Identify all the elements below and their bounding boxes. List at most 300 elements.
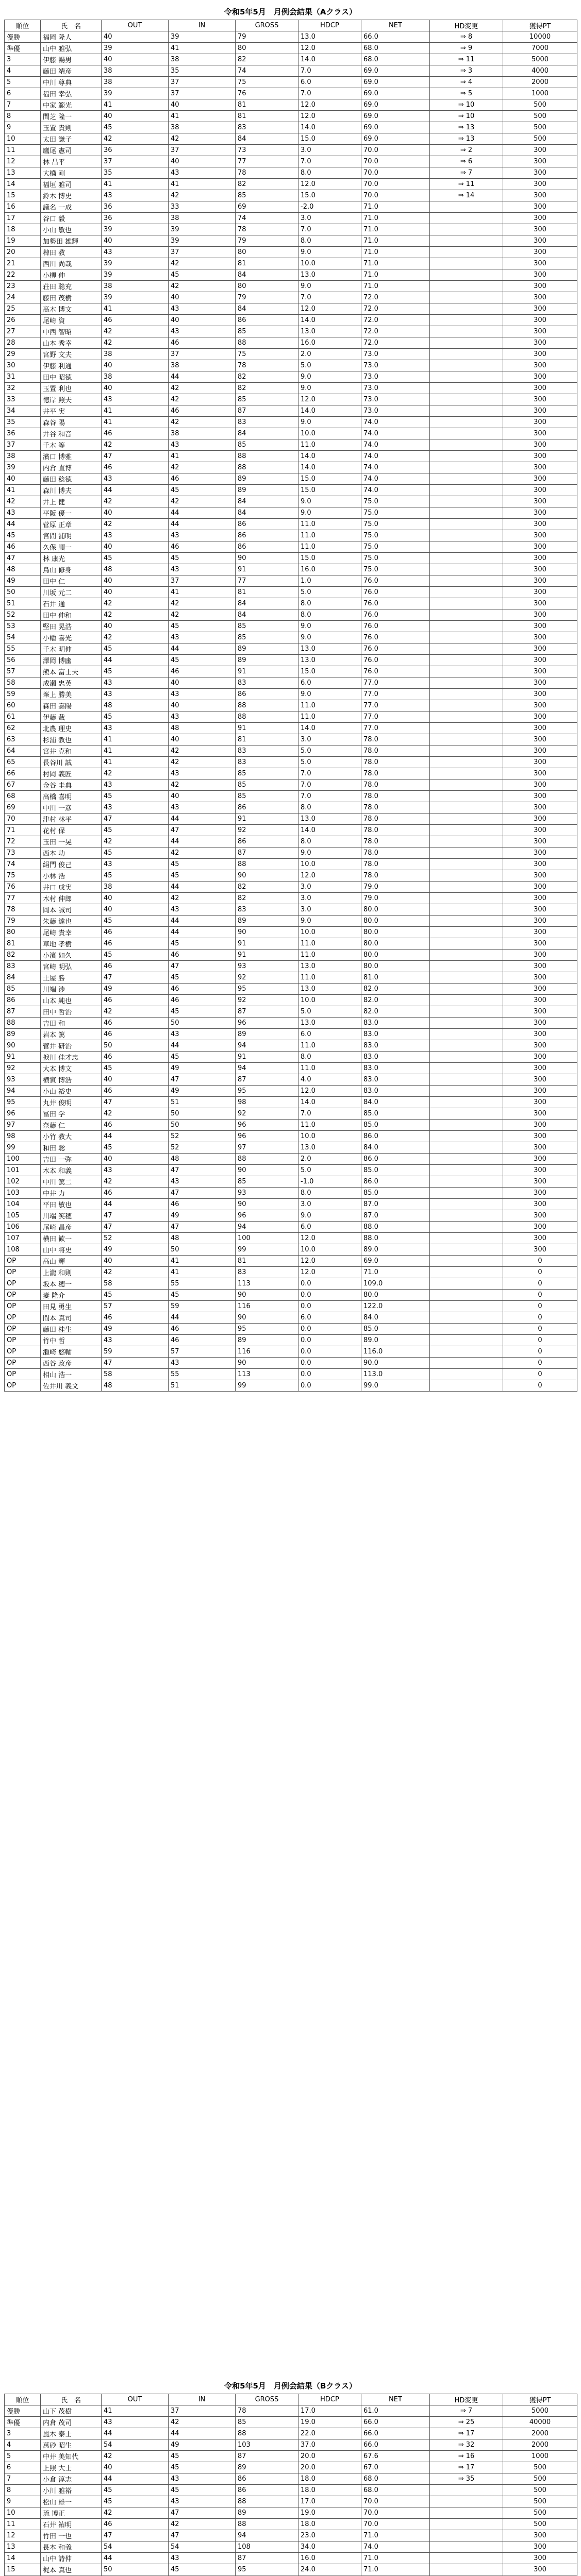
- cell-gross-score: 83: [236, 677, 298, 689]
- table-row: [5, 882, 577, 893]
- cell-hdcp: 2.0: [298, 349, 361, 360]
- col-header-in: IN: [169, 2394, 236, 2405]
- cell-hdcp: 19.0: [298, 2417, 361, 2428]
- cell-rank: 51: [5, 598, 41, 609]
- cell-gross-score: 85: [236, 621, 298, 632]
- cell-net-score: 69.0: [361, 88, 430, 99]
- cell-net-score: 70.0: [361, 2507, 430, 2519]
- table-row: [5, 689, 577, 700]
- table-row: [5, 1233, 577, 1244]
- cell-hd-change: [430, 779, 503, 791]
- cell-net-score: 73.0: [361, 349, 430, 360]
- cell-in-score: 46: [169, 337, 236, 349]
- cell-hdcp: 7.0: [298, 779, 361, 791]
- cell-hd-change: [430, 632, 503, 643]
- cell-player-name: 髙木 博文: [41, 303, 102, 315]
- cell-hdcp: 11.0: [298, 711, 361, 723]
- cell-rank: 21: [5, 258, 41, 269]
- cell-hdcp: 13.0: [298, 1018, 361, 1029]
- cell-gross-score: 96: [236, 1120, 298, 1131]
- table-row: [5, 269, 577, 281]
- cell-points: 300: [503, 281, 577, 292]
- table-row: [5, 337, 577, 349]
- cell-in-score: 49: [169, 1063, 236, 1074]
- cell-out-score: 40: [102, 575, 169, 587]
- cell-in-score: 33: [169, 201, 236, 213]
- cell-in-score: 46: [169, 1335, 236, 1346]
- table-row: [5, 65, 577, 77]
- cell-in-score: 49: [169, 1086, 236, 1097]
- cell-hd-change: [430, 575, 503, 587]
- cell-out-score: 38: [102, 281, 169, 292]
- cell-player-name: 熊本 富士夫: [41, 666, 102, 677]
- cell-hd-change: ⇒ 7: [430, 2405, 503, 2417]
- cell-gross-score: 93: [236, 961, 298, 972]
- cell-rank: 17: [5, 213, 41, 224]
- cell-gross-score: 100: [236, 1233, 298, 1244]
- cell-player-name: 上照 大士: [41, 2462, 102, 2473]
- cell-points: 300: [503, 938, 577, 950]
- cell-out-score: 46: [102, 1120, 169, 1131]
- cell-points: 300: [503, 303, 577, 315]
- cell-hdcp: 5.0: [298, 1006, 361, 1018]
- cell-hdcp: 9.0: [298, 916, 361, 927]
- cell-rank: 34: [5, 405, 41, 417]
- cell-gross-score: 94: [236, 1040, 298, 1052]
- cell-out-score: 42: [102, 337, 169, 349]
- cell-in-score: 43: [169, 303, 236, 315]
- cell-net-score: 69.0: [361, 77, 430, 88]
- cell-rank: 15: [5, 2564, 41, 2575]
- table-row: [5, 371, 577, 383]
- cell-gross-score: 89: [236, 1335, 298, 1346]
- cell-rank: 55: [5, 643, 41, 655]
- cell-gross-score: 90: [236, 1358, 298, 1369]
- cell-hd-change: [430, 2530, 503, 2541]
- cell-points: 300: [503, 893, 577, 904]
- cell-in-score: 45: [169, 938, 236, 950]
- cell-out-score: 43: [102, 473, 169, 485]
- cell-hd-change: [430, 870, 503, 882]
- table-row: [5, 2405, 577, 2417]
- table-row: [5, 1346, 577, 1358]
- cell-player-name: 鈴木 博史: [41, 190, 102, 201]
- cell-in-score: 44: [169, 519, 236, 530]
- cell-hdcp: 10.0: [298, 1244, 361, 1256]
- cell-points: 0: [503, 1324, 577, 1335]
- cell-player-name: 荘田 聡充: [41, 281, 102, 292]
- cell-in-score: 54: [169, 2541, 236, 2553]
- table-row: [5, 122, 577, 133]
- cell-gross-score: 94: [236, 1063, 298, 1074]
- cell-hd-change: ⇒ 10: [430, 111, 503, 122]
- cell-rank: 46: [5, 541, 41, 553]
- cell-in-score: 41: [169, 179, 236, 190]
- col-header-net: NET: [361, 20, 430, 31]
- cell-in-score: 45: [169, 1290, 236, 1301]
- cell-points: 500: [503, 2485, 577, 2496]
- cell-net-score: 84.0: [361, 1142, 430, 1154]
- cell-points: 500: [503, 2462, 577, 2473]
- cell-gross-score: 87: [236, 848, 298, 859]
- cell-net-score: 71.0: [361, 281, 430, 292]
- cell-gross-score: 83: [236, 122, 298, 133]
- cell-rank: 97: [5, 1120, 41, 1131]
- cell-player-name: 西本 功: [41, 848, 102, 859]
- cell-hdcp: 15.0: [298, 666, 361, 677]
- cell-out-score: 45: [102, 643, 169, 655]
- table-row: [5, 2439, 577, 2451]
- class-a-results-table: [4, 20, 577, 1392]
- cell-out-score: 40: [102, 587, 169, 598]
- cell-net-score: 78.0: [361, 848, 430, 859]
- cell-out-score: 42: [102, 632, 169, 643]
- cell-rank: OP: [5, 1278, 41, 1290]
- cell-hdcp: 15.0: [298, 553, 361, 564]
- table-row: [5, 2519, 577, 2530]
- cell-in-score: 45: [169, 2451, 236, 2462]
- cell-hdcp: 24.0: [298, 2564, 361, 2575]
- cell-gross-score: 88: [236, 711, 298, 723]
- cell-gross-score: 74: [236, 213, 298, 224]
- cell-hd-change: [430, 1063, 503, 1074]
- cell-net-score: 78.0: [361, 734, 430, 745]
- cell-player-name: 横田 歓一: [41, 1233, 102, 1244]
- cell-hdcp: 0.0: [298, 1290, 361, 1301]
- cell-in-score: 41: [169, 451, 236, 462]
- cell-hdcp: 11.0: [298, 541, 361, 553]
- cell-player-name: 藤田 桂生: [41, 1324, 102, 1335]
- cell-out-score: 37: [102, 156, 169, 167]
- table-row: [5, 507, 577, 519]
- cell-points: 300: [503, 870, 577, 882]
- cell-hdcp: 7.0: [298, 292, 361, 303]
- cell-hd-change: [430, 1278, 503, 1290]
- cell-out-score: 42: [102, 2451, 169, 2462]
- cell-points: 300: [503, 269, 577, 281]
- cell-out-score: 58: [102, 1369, 169, 1380]
- table-row: [5, 723, 577, 734]
- cell-rank: 108: [5, 1244, 41, 1256]
- cell-hd-change: [430, 496, 503, 507]
- cell-in-score: 48: [169, 723, 236, 734]
- cell-net-score: 76.0: [361, 587, 430, 598]
- cell-player-name: 山中 将史: [41, 1244, 102, 1256]
- cell-points: 500: [503, 2519, 577, 2530]
- cell-out-score: 47: [102, 2530, 169, 2541]
- table-row: [5, 451, 577, 462]
- cell-out-score: 40: [102, 1256, 169, 1267]
- cell-player-name: 宮崎 明弘: [41, 961, 102, 972]
- cell-in-score: 57: [169, 1346, 236, 1358]
- cell-rank: 83: [5, 961, 41, 972]
- cell-points: 0: [503, 1358, 577, 1369]
- cell-player-name: 菅井 研治: [41, 1040, 102, 1052]
- cell-points: 300: [503, 315, 577, 326]
- col-header-hdcp: HDCP: [298, 2394, 361, 2405]
- cell-rank: 19: [5, 235, 41, 247]
- table-row: [5, 666, 577, 677]
- cell-in-score: 50: [169, 1018, 236, 1029]
- cell-gross-score: 96: [236, 1131, 298, 1142]
- table-row: [5, 950, 577, 961]
- cell-gross-score: 86: [236, 836, 298, 848]
- cell-hdcp: 16.0: [298, 2553, 361, 2564]
- table-row: [5, 541, 577, 553]
- cell-in-score: 43: [169, 1358, 236, 1369]
- cell-points: 300: [503, 507, 577, 519]
- cell-points: 0: [503, 1380, 577, 1392]
- cell-rank: 22: [5, 269, 41, 281]
- cell-net-score: 76.0: [361, 632, 430, 643]
- cell-gross-score: 80: [236, 247, 298, 258]
- cell-out-score: 44: [102, 485, 169, 496]
- cell-points: 300: [503, 541, 577, 553]
- cell-hd-change: [430, 1312, 503, 1324]
- cell-gross-score: 87: [236, 2553, 298, 2564]
- cell-in-score: 47: [169, 1165, 236, 1176]
- cell-points: 300: [503, 757, 577, 768]
- cell-net-score: 66.0: [361, 2428, 430, 2439]
- cell-points: 40000: [503, 2417, 577, 2428]
- cell-player-name: 小濱 如久: [41, 950, 102, 961]
- cell-points: 300: [503, 428, 577, 439]
- cell-rank: 13: [5, 2541, 41, 2553]
- cell-hd-change: [430, 417, 503, 428]
- cell-player-name: 福垣 雅司: [41, 179, 102, 190]
- cell-gross-score: 81: [236, 258, 298, 269]
- cell-player-name: 捩川 佳才忠: [41, 1052, 102, 1063]
- table-row: [5, 394, 577, 405]
- cell-hd-change: [430, 258, 503, 269]
- cell-gross-score: 82: [236, 371, 298, 383]
- cell-gross-score: 88: [236, 2519, 298, 2530]
- cell-hdcp: 7.0: [298, 768, 361, 779]
- cell-hd-change: [430, 2485, 503, 2496]
- cell-hdcp: 14.0: [298, 405, 361, 417]
- cell-out-score: 45: [102, 950, 169, 961]
- cell-points: 300: [503, 1199, 577, 1210]
- col-header-out: OUT: [102, 20, 169, 31]
- cell-hd-change: [430, 349, 503, 360]
- cell-hdcp: 7.0: [298, 88, 361, 99]
- cell-out-score: 50: [102, 2564, 169, 2575]
- cell-net-score: 86.0: [361, 1131, 430, 1142]
- cell-points: 300: [503, 2553, 577, 2564]
- cell-hdcp: 7.0: [298, 65, 361, 77]
- cell-net-score: 80.0: [361, 916, 430, 927]
- cell-out-score: 46: [102, 462, 169, 473]
- cell-in-score: 45: [169, 553, 236, 564]
- cell-player-name: 鷹尾 憲司: [41, 145, 102, 156]
- cell-net-score: 77.0: [361, 700, 430, 711]
- cell-gross-score: 116: [236, 1301, 298, 1312]
- cell-out-score: 39: [102, 88, 169, 99]
- cell-hd-change: [430, 201, 503, 213]
- cell-out-score: 48: [102, 564, 169, 575]
- cell-out-score: 40: [102, 1154, 169, 1165]
- cell-gross-score: 76: [236, 88, 298, 99]
- cell-out-score: 45: [102, 791, 169, 802]
- cell-gross-score: 84: [236, 133, 298, 145]
- cell-net-score: 88.0: [361, 1233, 430, 1244]
- cell-net-score: 66.0: [361, 31, 430, 43]
- table-row: [5, 1142, 577, 1154]
- cell-in-score: 40: [169, 292, 236, 303]
- cell-in-score: 37: [169, 77, 236, 88]
- cell-in-score: 44: [169, 2428, 236, 2439]
- cell-gross-score: 82: [236, 882, 298, 893]
- cell-out-score: 44: [102, 2473, 169, 2485]
- cell-hd-change: [430, 405, 503, 417]
- cell-gross-score: 85: [236, 779, 298, 791]
- cell-hdcp: 11.0: [298, 530, 361, 541]
- table-row: [5, 519, 577, 530]
- cell-in-score: 40: [169, 734, 236, 745]
- cell-hdcp: 8.0: [298, 235, 361, 247]
- cell-net-score: 78.0: [361, 836, 430, 848]
- cell-rank: 84: [5, 972, 41, 984]
- cell-hdcp: 8.0: [298, 836, 361, 848]
- table-row: [5, 643, 577, 655]
- cell-out-score: 43: [102, 859, 169, 870]
- cell-net-score: 74.0: [361, 439, 430, 451]
- table-row: [5, 779, 577, 791]
- cell-out-score: 41: [102, 734, 169, 745]
- cell-out-score: 40: [102, 1074, 169, 1086]
- cell-hd-change: [430, 848, 503, 859]
- cell-hdcp: 3.0: [298, 1199, 361, 1210]
- cell-hdcp: 12.0: [298, 179, 361, 190]
- cell-in-score: 43: [169, 632, 236, 643]
- cell-points: 300: [503, 145, 577, 156]
- cell-out-score: 45: [102, 1063, 169, 1074]
- cell-hd-change: [430, 1233, 503, 1244]
- table-row: [5, 734, 577, 745]
- cell-out-score: 45: [102, 916, 169, 927]
- cell-net-score: 78.0: [361, 745, 430, 757]
- cell-in-score: 38: [169, 428, 236, 439]
- cell-hdcp: 16.0: [298, 564, 361, 575]
- cell-hdcp: 14.0: [298, 451, 361, 462]
- cell-in-score: 42: [169, 133, 236, 145]
- cell-net-score: 76.0: [361, 598, 430, 609]
- cell-in-score: 43: [169, 1176, 236, 1188]
- cell-rank: 87: [5, 1006, 41, 1018]
- cell-player-name: 福田 幸弘: [41, 88, 102, 99]
- cell-out-score: 42: [102, 1267, 169, 1278]
- cell-points: 300: [503, 689, 577, 700]
- cell-player-name: 竹田 一也: [41, 2530, 102, 2541]
- cell-hd-change: [430, 428, 503, 439]
- cell-in-score: 46: [169, 666, 236, 677]
- cell-out-score: 48: [102, 700, 169, 711]
- cell-player-name: 萬砂 昭生: [41, 2439, 102, 2451]
- cell-gross-score: 90: [236, 553, 298, 564]
- col-header-in: IN: [169, 20, 236, 31]
- cell-rank: 75: [5, 870, 41, 882]
- cell-hdcp: 13.0: [298, 961, 361, 972]
- cell-points: 0: [503, 1335, 577, 1346]
- cell-gross-score: 80: [236, 281, 298, 292]
- cell-hd-change: [430, 972, 503, 984]
- cell-hdcp: 10.0: [298, 859, 361, 870]
- cell-net-score: 83.0: [361, 1063, 430, 1074]
- cell-points: 300: [503, 745, 577, 757]
- cell-out-score: 40: [102, 235, 169, 247]
- cell-net-score: 88.0: [361, 1222, 430, 1233]
- cell-hdcp: 8.0: [298, 1188, 361, 1199]
- cell-gross-score: 89: [236, 655, 298, 666]
- cell-rank: 48: [5, 564, 41, 575]
- cell-hdcp: 14.0: [298, 315, 361, 326]
- cell-points: 300: [503, 621, 577, 632]
- cell-points: 300: [503, 711, 577, 723]
- cell-out-score: 40: [102, 360, 169, 371]
- col-header-hd-change: HD変更: [430, 20, 503, 31]
- cell-hd-change: [430, 587, 503, 598]
- cell-rank: 99: [5, 1142, 41, 1154]
- cell-hd-change: ⇒ 10: [430, 99, 503, 111]
- cell-out-score: 41: [102, 745, 169, 757]
- cell-in-score: 46: [169, 1199, 236, 1210]
- cell-net-score: 76.0: [361, 666, 430, 677]
- cell-points: 300: [503, 700, 577, 711]
- cell-hd-change: [430, 439, 503, 451]
- cell-out-score: 46: [102, 2519, 169, 2530]
- cell-rank: 69: [5, 802, 41, 814]
- cell-net-score: 70.0: [361, 167, 430, 179]
- cell-in-score: 42: [169, 383, 236, 394]
- cell-rank: 73: [5, 848, 41, 859]
- cell-out-score: 45: [102, 1142, 169, 1154]
- cell-points: 300: [503, 167, 577, 179]
- cell-gross-score: 84: [236, 609, 298, 621]
- cell-points: 300: [503, 213, 577, 224]
- cell-in-score: 43: [169, 326, 236, 337]
- cell-points: 300: [503, 723, 577, 734]
- cell-hdcp: 8.0: [298, 1052, 361, 1063]
- cell-in-score: 47: [169, 1188, 236, 1199]
- cell-points: 300: [503, 1244, 577, 1256]
- cell-out-score: 36: [102, 213, 169, 224]
- cell-hdcp: 6.0: [298, 1312, 361, 1324]
- cell-points: 300: [503, 1018, 577, 1029]
- cell-rank: 53: [5, 621, 41, 632]
- cell-hd-change: [430, 643, 503, 655]
- cell-hdcp: 8.0: [298, 598, 361, 609]
- cell-rank: 12: [5, 2530, 41, 2541]
- cell-hdcp: 12.0: [298, 99, 361, 111]
- cell-hdcp: 0.0: [298, 1346, 361, 1358]
- table-row: [5, 383, 577, 394]
- cell-hd-change: [430, 1120, 503, 1131]
- cell-rank: 7: [5, 99, 41, 111]
- cell-net-score: 80.0: [361, 938, 430, 950]
- cell-gross-score: 81: [236, 111, 298, 122]
- cell-net-score: 79.0: [361, 893, 430, 904]
- col-header-rank: 順位: [5, 2394, 41, 2405]
- cell-gross-score: 85: [236, 394, 298, 405]
- table-row: [5, 2507, 577, 2519]
- cell-player-name: 石井 祐明: [41, 2519, 102, 2530]
- cell-net-score: 71.0: [361, 2530, 430, 2541]
- cell-player-name: 田中 伸和: [41, 609, 102, 621]
- cell-points: 300: [503, 405, 577, 417]
- cell-gross-score: 99: [236, 1244, 298, 1256]
- cell-net-score: 80.0: [361, 1290, 430, 1301]
- cell-player-name: 福岡 隆人: [41, 31, 102, 43]
